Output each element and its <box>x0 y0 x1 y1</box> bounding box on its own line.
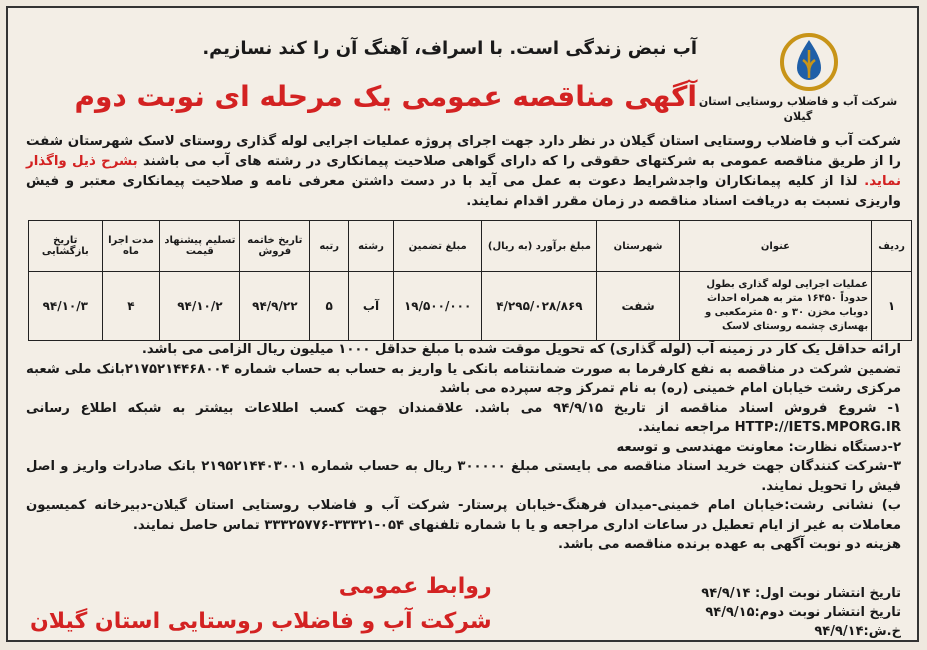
table-header: تسلیم پیشنهاد قیمت <box>160 221 240 272</box>
first-publish-date: تاریخ انتشار نوبت اول: ۹۴/۹/۱۴ <box>701 586 901 601</box>
sale-start-line: ۱- شروع فروش اسناد مناقصه از تاریخ ۹۴/۹/۱۵ می باشد. علاقمندان جهت کسب اطلاعات بیشتر به شبکه اطلاع رسانی <box>26 400 901 416</box>
row-guarantee: ۱۹/۵۰۰/۰۰۰ <box>393 272 481 341</box>
table-header: عنوان <box>679 221 871 272</box>
slogan: آب نبض زندگی است. با اسراف، آهنگ آن را کند نسازیم. <box>202 38 697 59</box>
row-rank: ۵ <box>310 272 349 341</box>
row-index: ۱ <box>872 272 912 341</box>
table-header-row <box>29 221 912 272</box>
table-header: مبلغ تضمین <box>393 221 481 272</box>
company-name: شرکت آب و فاضلاب روستایی استان گیلان <box>698 95 898 123</box>
row-sale-end: ۹۴/۹/۲۲ <box>240 272 310 341</box>
footer-signature <box>30 574 492 634</box>
intro-text-2: لذا از کلیه پیمانکاران واجدشرایط دعوت به عمل می آید با در دست داشتن معرفی نامه و صلاحیت پیمانکاری معتبر و فیش واریزی نسبت به دریافت اسناد مناقصه در زمان مقرر اقدام نمایند. <box>26 174 901 209</box>
cost-text: هزینه دو نوبت آگهی به عهده برنده مناقصه می باشد. <box>557 537 901 552</box>
tender-table <box>28 220 912 341</box>
address-text: ب) نشانی رشت:خیابان امام خمینی-میدان فرهنگ-خیابان پرستار- شرکت آب و فاضلاب روستایی استان گیلان-دبیرخانه کمیسیون معاملات به غیر از ایام تعطیل در ساعات اداری مراجعه و یا با شماره تلفنهای ۰۵۴-۳۳۳۲۱-۳۳۳۲۵۷۷۶ تماس حاصل نمایند. <box>26 498 901 533</box>
company-logo-icon <box>779 32 839 92</box>
second-publish-date: تاریخ انتشار نوبت دوم:۹۴/۹/۱۵ <box>705 605 901 620</box>
sale-start-text <box>26 399 901 438</box>
sale-start-tail: مراجعه نمایند. <box>637 420 731 435</box>
intro-text: شرکت آب و فاضلاب روستایی استان گیلان در نظر دارد جهت اجرای پروژه عملیات اجرایی لوله گذاری روستای لاسک شهرستان شفت را از طریق مناقصه عمومی به شرکتهای حقوقی را که دارای گواهی صلاحیت پیمانکاری در رشته های آب می باشند <box>26 134 901 169</box>
table-header: تاریخ بازگشایی <box>29 221 103 272</box>
table-header: ردیف <box>872 221 912 272</box>
row-field: آب <box>349 272 394 341</box>
supervisor-text: ۲-دستگاه نظارت: معاونت مهندسی و توسعه <box>616 439 901 455</box>
table-header: مدت اجرا ماه <box>102 221 160 272</box>
row-title: عملیات اجرایی لوله گذاری بطول حدوداً ۱۶۴۵۰ متر به همراه احداث دوباب مخزن ۳۰ و ۵۰ مترمکعبی و بهسازی چشمه روستای لاسک <box>679 272 871 341</box>
row-estimate: ۴/۲۹۵/۰۲۸/۸۶۹ <box>482 272 597 341</box>
public-relations-label: روابط عمومی <box>338 574 492 599</box>
notice-sheet <box>6 6 919 642</box>
requirement-text: ارائه حداقل یک کار در زمینه آب (لوله گذاری) که تحویل موقت شده با مبلغ حداقل ۱۰۰۰ میلیون ریال الزامی می باشد. <box>141 342 901 357</box>
table-header: رشته <box>349 221 394 272</box>
footer-company: شرکت آب و فاضلاب روستایی استان گیلان <box>30 609 492 634</box>
table-header: شهرستان <box>597 221 679 272</box>
table-row <box>29 272 912 341</box>
row-duration: ۴ <box>102 272 160 341</box>
website-link[interactable]: HTTP://IETS.MPORG.IR <box>734 420 901 435</box>
notice-body <box>26 340 901 555</box>
table-header: مبلغ برآورد (به ریال) <box>482 221 597 272</box>
intro-highlight: بشرح ذیل واگذار نماید. <box>26 154 901 189</box>
headline: آگهی مناقصه عمومی یک مرحله ای نوبت دوم <box>74 80 697 113</box>
table-header: رتبه <box>310 221 349 272</box>
row-opening: ۹۴/۱۰/۳ <box>29 272 103 341</box>
notice-code: خ.ش:۹۴/۹/۱۴ <box>814 624 901 639</box>
row-bid-submit: ۹۴/۱۰/۲ <box>160 272 240 341</box>
intro-paragraph <box>26 132 901 212</box>
purchase-text: ۳-شرکت کنندگان جهت خرید اسناد مناقصه می بایستی مبلغ ۳۰۰۰۰۰ ریال به حساب شماره ۲۱۹۵۲۱۴۴۰۳۰۰۱ بانک صادرات واریز و اصل فیش را تحویل نمایند. <box>26 459 902 494</box>
guarantee-text: تضمین شرکت در مناقصه به نفع کارفرما به صورت ضمانتنامه بانکی یا واریز به حساب به حساب شماره ۲۱۷۵۲۱۴۴۶۸۰۰۴بانک ملی شعبه مرکزی رشت خیابان امام خمینی (ره) به نام تمرکز وجه سپرده می باشد <box>26 361 902 396</box>
table-header: تاریخ خاتمه فروش <box>240 221 310 272</box>
row-city: شفت <box>597 272 679 341</box>
publish-dates <box>701 584 901 641</box>
